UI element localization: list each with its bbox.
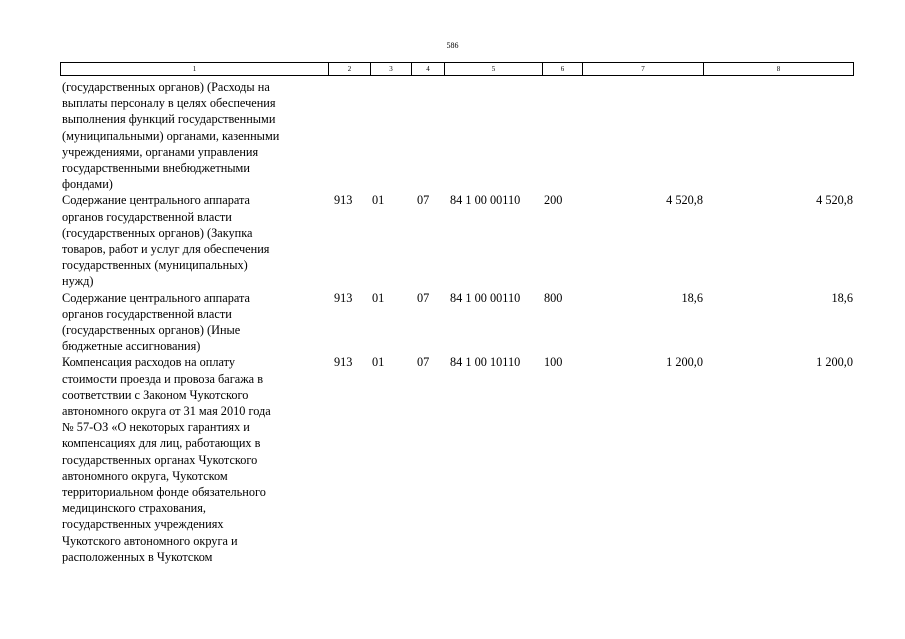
header-col-6: 6	[543, 63, 583, 76]
table-row	[60, 192, 853, 289]
row-department-code	[328, 79, 370, 192]
row-expense-type	[542, 79, 582, 192]
row-section-code: 01	[372, 193, 385, 208]
row-subsection-code: 07	[417, 290, 430, 305]
header-col-7: 7	[583, 63, 704, 76]
header-col-5: 5	[445, 63, 543, 76]
row-section-code: 01	[372, 355, 385, 370]
header-col-1: 1	[61, 63, 329, 76]
row-amount-col8: 4 520,8	[816, 193, 853, 208]
header-col-2: 2	[329, 63, 371, 76]
row-subsection-code: 07	[417, 193, 430, 208]
row-section-code: 01	[372, 290, 385, 305]
row-description: (государственных органов) (Расходы на выплаты персоналу в целях обеспечения выполнения функций государственными (муниципальными) органами, казенными учреждениями, органами управления государственными внебюджетными фондами)	[62, 80, 280, 192]
row-description: Содержание центрального аппарата органов государственной власти (государственных органов) (Закупка товаров, работ и услуг для обеспечения государственных (муниципальных) нужд)	[62, 193, 270, 289]
budget-table	[60, 79, 853, 565]
row-department-code: 913	[334, 290, 353, 305]
page-number: 586	[446, 41, 459, 50]
row-department-code: 913	[334, 355, 353, 370]
row-amount-col7: 4 520,8	[666, 193, 703, 208]
row-target-code: 84 1 00 00110	[450, 193, 521, 208]
row-target-code: 84 1 00 00110	[450, 290, 521, 305]
row-subsection-code	[411, 79, 444, 192]
header-col-8: 8	[704, 63, 854, 76]
row-amount-col7: 18,6	[681, 290, 703, 305]
row-expense-type: 200	[544, 193, 563, 208]
row-subsection-code: 07	[417, 355, 430, 370]
table-row	[60, 354, 853, 565]
header-col-3: 3	[371, 63, 412, 76]
column-number-header	[60, 62, 854, 76]
table-row	[60, 290, 853, 355]
row-description: Компенсация расходов на оплату стоимости проезда и провоза багажа в соответствии с Законом Чукотского автономного округа от 31 мая 2010 года № 57-ОЗ «О некоторых гарантиях и компенсациях для лиц, работающих в государственных органах Чукотского автономного округа, Чукотском территориальном фонде обязательного медицинского страхования, государственных учреждениях Чукотского автономного округа и расположенных в Чукотском	[62, 355, 271, 564]
row-amount-col8: 18,6	[831, 290, 853, 305]
row-amount-col7	[582, 79, 703, 192]
header-row	[61, 63, 854, 76]
header-col-4: 4	[412, 63, 445, 76]
row-amount-col8	[703, 79, 853, 192]
row-section-code	[370, 79, 411, 192]
table-row	[60, 79, 853, 192]
row-expense-type: 100	[544, 355, 563, 370]
row-target-code: 84 1 00 10110	[450, 355, 521, 370]
row-description: Содержание центрального аппарата органов государственной власти (государственных органов) (Иные бюджетные ассигнования)	[62, 290, 250, 354]
row-amount-col8: 1 200,0	[816, 355, 853, 370]
row-amount-col7: 1 200,0	[666, 355, 703, 370]
row-target-code	[444, 79, 542, 192]
row-department-code: 913	[334, 193, 353, 208]
row-expense-type: 800	[544, 290, 563, 305]
